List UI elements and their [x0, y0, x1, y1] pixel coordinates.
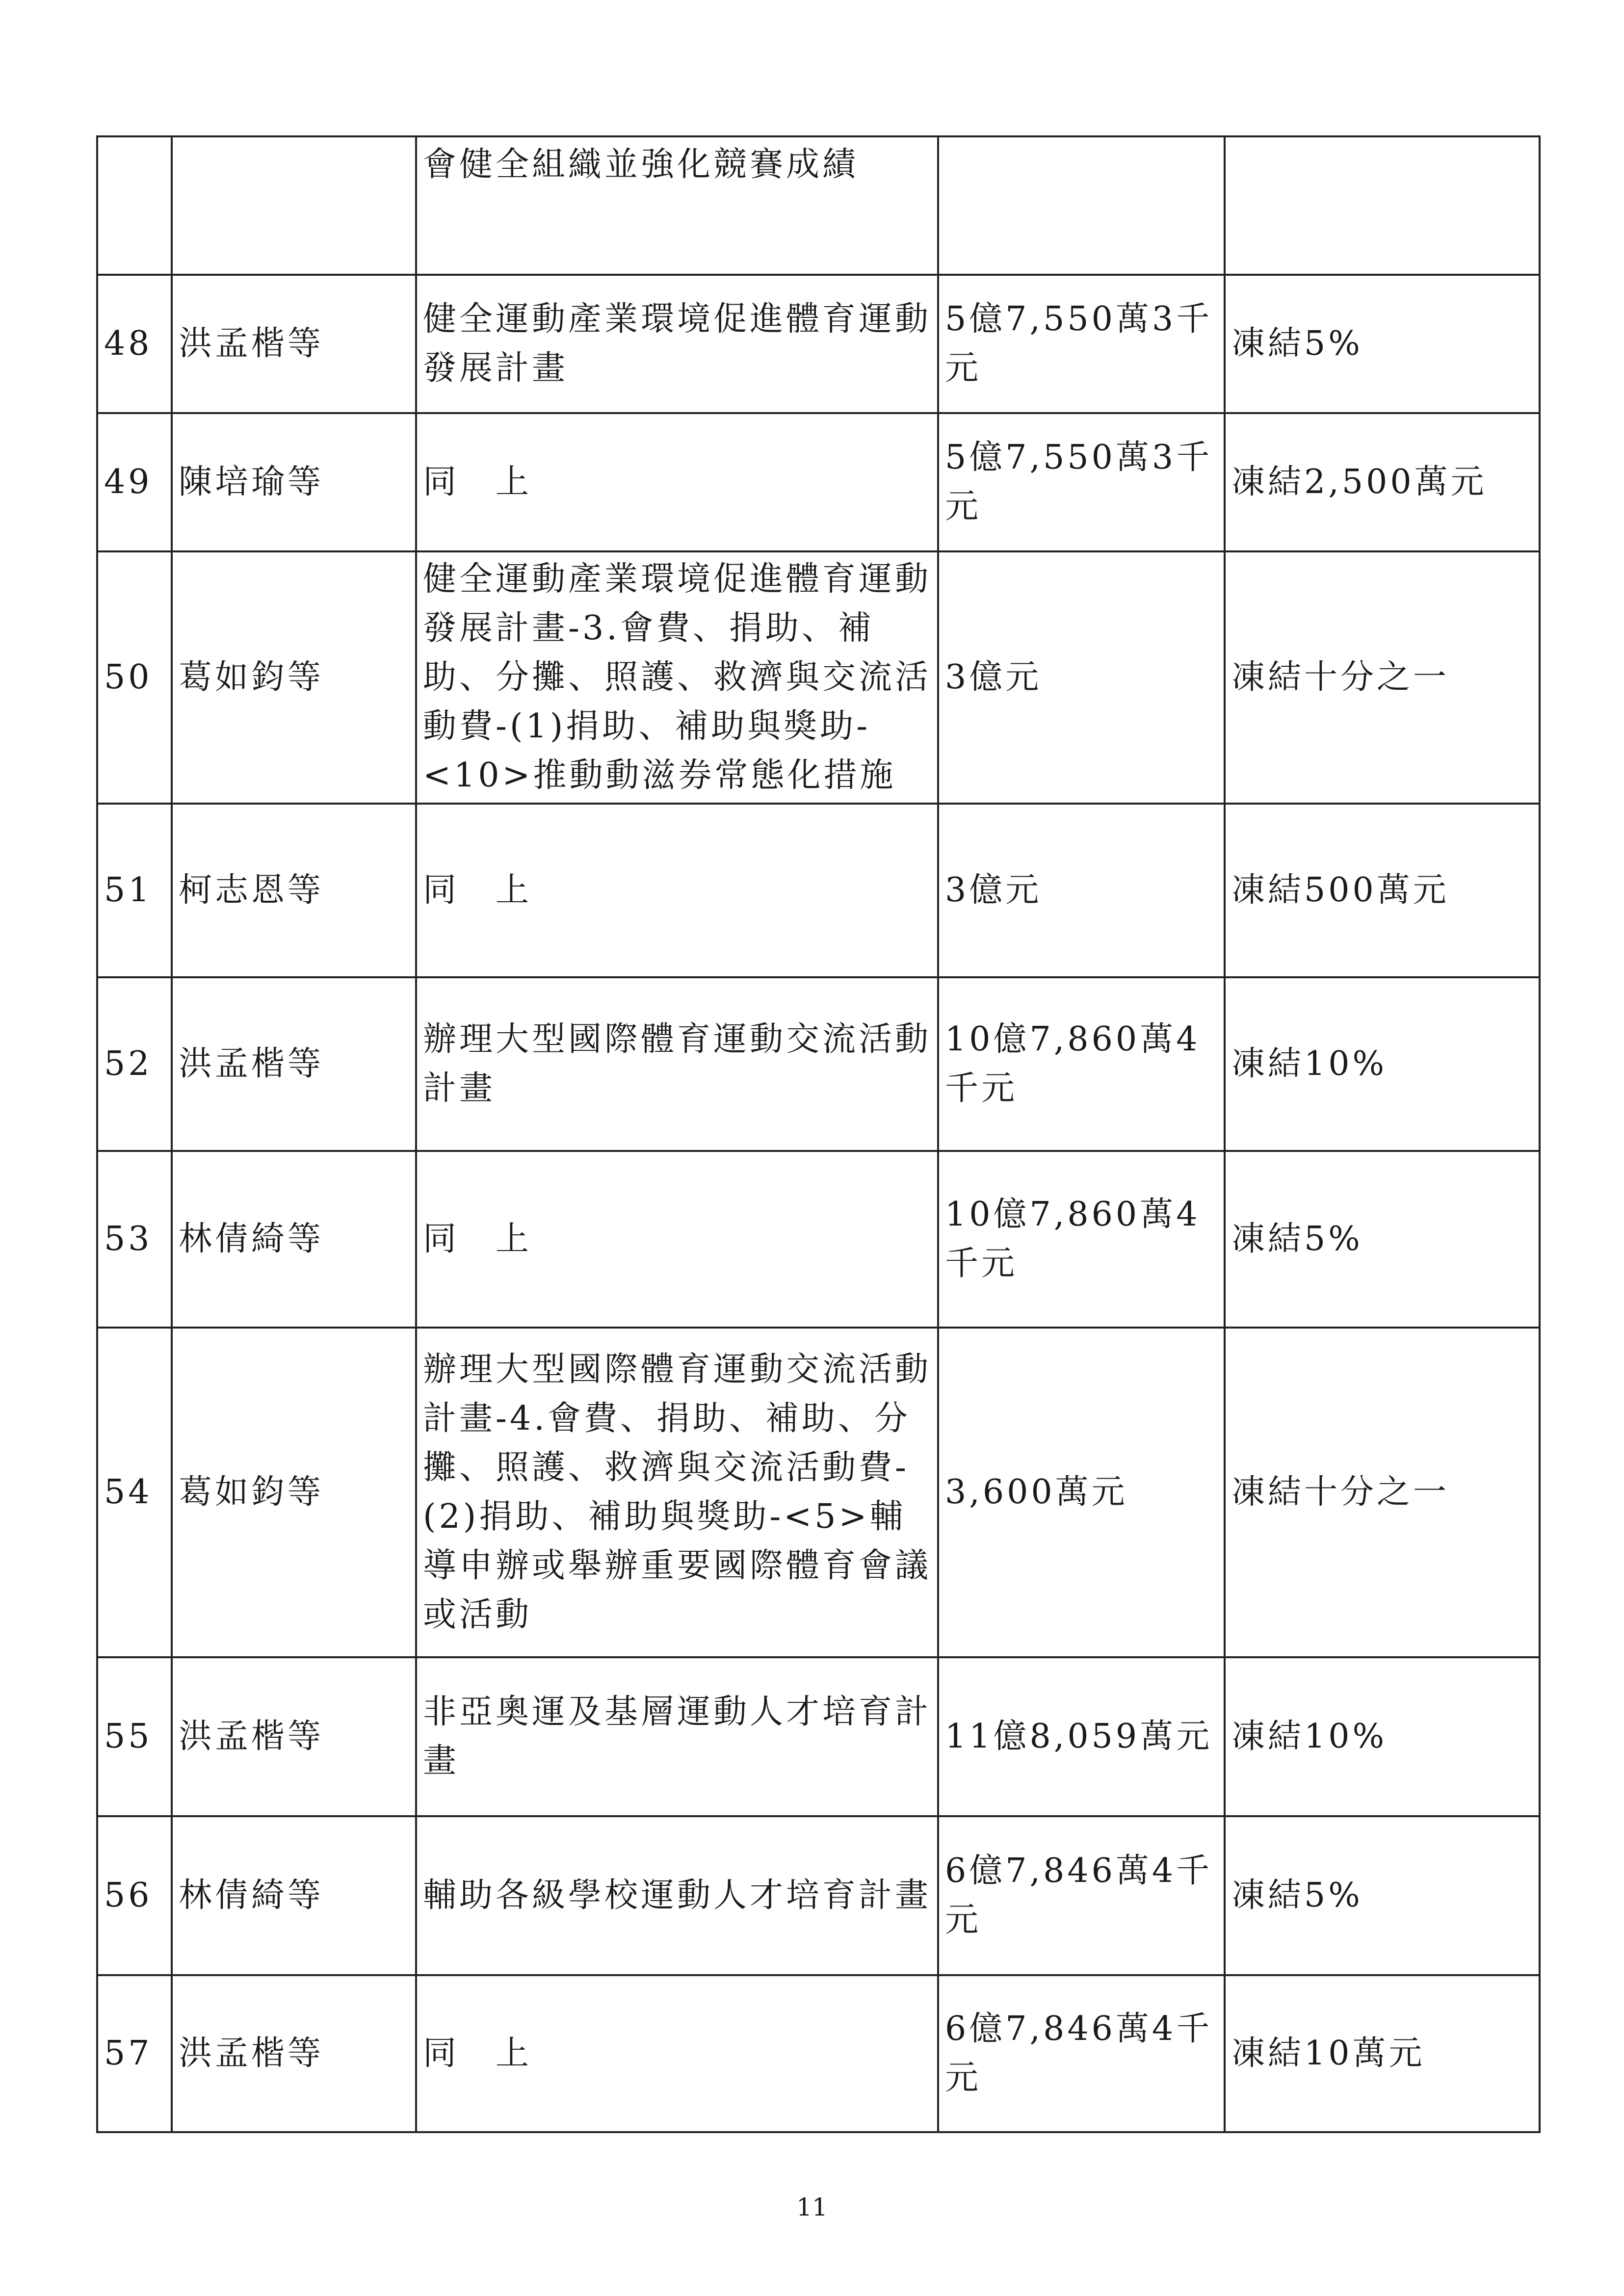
- action-cell: [1225, 136, 1540, 275]
- row-number: 51: [97, 804, 172, 977]
- proposer-cell: [172, 136, 416, 275]
- row-number: 50: [97, 551, 172, 804]
- action-cell: 凍結十分之一: [1225, 551, 1540, 804]
- amount-cell: 3,600萬元: [938, 1328, 1225, 1657]
- proposer-cell: 柯志恩等: [172, 804, 416, 977]
- table-row: [97, 1328, 1540, 1657]
- freeze-budget-table: [96, 135, 1541, 2133]
- proposer-cell: 葛如鈞等: [172, 551, 416, 804]
- proposer-cell: 葛如鈞等: [172, 1328, 416, 1657]
- amount-cell: 10億7,860萬4千元: [938, 977, 1225, 1151]
- action-cell: 凍結10萬元: [1225, 1975, 1540, 2132]
- amount-cell: [938, 136, 1225, 275]
- table-row: [97, 1816, 1540, 1975]
- amount-cell: 3億元: [938, 551, 1225, 804]
- proposer-cell: 陳培瑜等: [172, 413, 416, 551]
- budget-item-cell: 會健全組織並強化競賽成績: [416, 136, 938, 275]
- table-row: [97, 551, 1540, 804]
- table-row: [97, 275, 1540, 413]
- table-row: [97, 977, 1540, 1151]
- action-cell: 凍結5%: [1225, 1816, 1540, 1975]
- budget-item-cell: 同 上: [416, 413, 938, 551]
- table-row: [97, 136, 1540, 275]
- budget-item-cell: 辦理大型國際體育運動交流活動計畫-4.會費、捐助、補助、分攤、照護、救濟與交流活動費-(2)捐助、補助與獎助-<5>輔導申辦或舉辦重要國際體育會議或活動: [416, 1328, 938, 1657]
- proposer-cell: 洪孟楷等: [172, 275, 416, 413]
- page-number: 11: [796, 2193, 828, 2221]
- amount-cell: 3億元: [938, 804, 1225, 977]
- proposer-cell: 林倩綺等: [172, 1816, 416, 1975]
- action-cell: 凍結5%: [1225, 1151, 1540, 1328]
- proposer-cell: 洪孟楷等: [172, 1657, 416, 1816]
- budget-item-cell: 同 上: [416, 1975, 938, 2132]
- amount-cell: 5億7,550萬3千元: [938, 275, 1225, 413]
- budget-item-cell: 非亞奧運及基層運動人才培育計畫: [416, 1657, 938, 1816]
- proposer-cell: 洪孟楷等: [172, 1975, 416, 2132]
- row-number: 57: [97, 1975, 172, 2132]
- budget-item-cell: 辦理大型國際體育運動交流活動計畫: [416, 977, 938, 1151]
- amount-cell: 11億8,059萬元: [938, 1657, 1225, 1816]
- row-number: 55: [97, 1657, 172, 1816]
- table-row: [97, 804, 1540, 977]
- action-cell: 凍結500萬元: [1225, 804, 1540, 977]
- row-number: 56: [97, 1816, 172, 1975]
- budget-item-cell: 同 上: [416, 1151, 938, 1328]
- row-number: 54: [97, 1328, 172, 1657]
- amount-cell: 10億7,860萬4千元: [938, 1151, 1225, 1328]
- table-row: [97, 1975, 1540, 2132]
- table-row: [97, 1657, 1540, 1816]
- table-row: [97, 413, 1540, 551]
- action-cell: 凍結10%: [1225, 1657, 1540, 1816]
- proposer-cell: 林倩綺等: [172, 1151, 416, 1328]
- budget-item-cell: 健全運動產業環境促進體育運動發展計畫: [416, 275, 938, 413]
- action-cell: 凍結十分之一: [1225, 1328, 1540, 1657]
- budget-item-cell: 健全運動產業環境促進體育運動發展計畫-3.會費、捐助、補助、分攤、照護、救濟與交流活動費-(1)捐助、補助與獎助-<10>推動動滋券常態化措施: [416, 551, 938, 804]
- budget-item-cell: 同 上: [416, 804, 938, 977]
- row-number: 49: [97, 413, 172, 551]
- amount-cell: 6億7,846萬4千元: [938, 1975, 1225, 2132]
- row-number: [97, 136, 172, 275]
- amount-cell: 6億7,846萬4千元: [938, 1816, 1225, 1975]
- amount-cell: 5億7,550萬3千元: [938, 413, 1225, 551]
- table-row: [97, 1151, 1540, 1328]
- action-cell: 凍結10%: [1225, 977, 1540, 1151]
- budget-item-cell: 輔助各級學校運動人才培育計畫: [416, 1816, 938, 1975]
- row-number: 48: [97, 275, 172, 413]
- action-cell: 凍結2,500萬元: [1225, 413, 1540, 551]
- row-number: 53: [97, 1151, 172, 1328]
- row-number: 52: [97, 977, 172, 1151]
- proposer-cell: 洪孟楷等: [172, 977, 416, 1151]
- action-cell: 凍結5%: [1225, 275, 1540, 413]
